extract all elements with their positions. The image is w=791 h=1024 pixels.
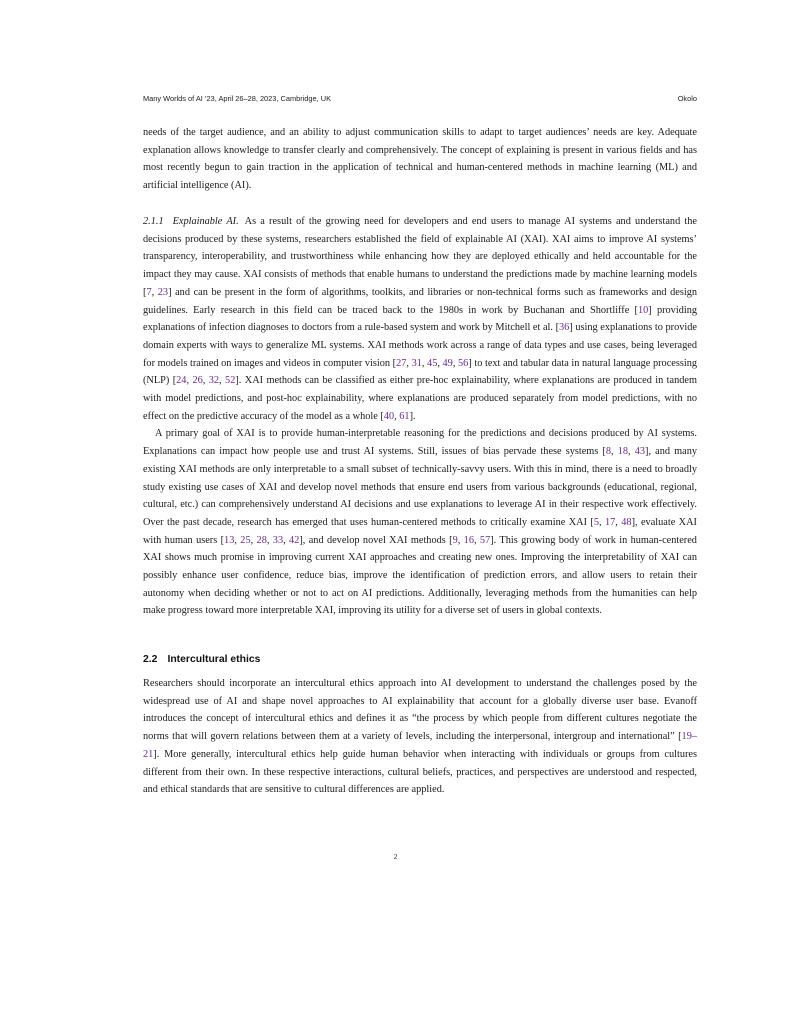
citation-link[interactable]: 9	[452, 534, 458, 546]
citation-link[interactable]: 43	[634, 446, 646, 458]
citation-link[interactable]: 61	[399, 410, 410, 422]
citation-link[interactable]: 13	[224, 534, 235, 546]
citation-link[interactable]: 5	[593, 516, 599, 528]
citation-link[interactable]: 16	[463, 534, 474, 546]
citation-link[interactable]: 19–21	[143, 731, 697, 760]
citation-link[interactable]: 25	[240, 534, 251, 546]
running-head	[143, 94, 697, 106]
citation-link[interactable]: 31	[411, 357, 422, 369]
citation-link[interactable]: 18	[617, 446, 629, 458]
paragraph-text: needs of the target audience, and an ability to adjust communication skills to adapt to target audiences’ needs are key. Adequate explanation allows knowledge to transfer clearly and comprehensively. The concept of explaining is present in various fields and has most recently begun to gain traction in the application of technical and human-centered methods in machine learning (ML) and artificial intelligence (AI).	[143, 127, 697, 192]
section-number: 2.2	[143, 654, 158, 665]
citation-link[interactable]: 40	[383, 410, 395, 422]
citation-link[interactable]: 10	[637, 304, 649, 316]
citation-link[interactable]: 48	[621, 516, 632, 528]
page-number: 2	[393, 852, 398, 861]
citation-link[interactable]: 36	[559, 322, 570, 334]
subsection-title: Explainable AI.	[172, 216, 239, 227]
citation-link[interactable]: 45	[427, 357, 438, 369]
section-intercultural-ethics	[143, 675, 697, 799]
citation-link[interactable]: 33	[272, 534, 284, 546]
paragraph-intercultural-ethics: Researchers should incorporate an intercultural ethics approach into AI development to understand the challenges posed by the widespread use of AI and shape novel approaches to AI explainability that account for a globally diverse user base. Evanoff introduces the concept of intercultural ethics and defines it as “the process by which people from different cultures negotiate the norms that will govern relations between them at a variety of levels, including the interpersonal, intergroup and international” [19–21]. More generally, intercultural ethics help guide human behavior when interacting with individuals or groups from cultures different from their own. In these respective interactions, cultural beliefs, practices, and perspectives are understood and respected, and ethical standards that are sensitive to cultural differences are applied.	[143, 678, 697, 796]
citation-link[interactable]: 52	[225, 375, 236, 387]
subsection-explainable-ai	[143, 213, 697, 620]
paragraph-xai-overview: 2.1.1 Explainable AI. As a result of the growing need for developers and end users to manage AI systems and understand the decisions produced by these systems, researchers established the field of explainable AI (XAI). XAI aims to improve AI systems’ transparency, interoperability, and trustworthiness while enhancing how they are deployed ethically and held accountable for the impact they may cause. XAI consists of methods that enable humans to understand the predictions made by machine learning models [7, 23] and can be present in the form of algorithms, toolkits, and libraries or non-technical forms such as frameworks and design guidelines. Early research in this field can be traced back to the 1980s in work by Buchanan and Shortliffe [10] providing explanations of infection diagnoses to doctors from a rule-based system and work by Mitchell et al. [36] using explanations to provide domain experts with ways to generalize ML systems. XAI methods work across a range of data types and use cases, being leveraged for models trained on images and videos in computer vision [27, 31, 45, 49, 56] to text and tabular data in natural language processing (NLP) [24, 26, 32, 52]. XAI methods can be classified as either pre-hoc explainability, where explanations are produced in tandem with model predictions, and post-hoc explainability, where explanations are produced separately from model predictions, with no effect on the predictive accuracy of the model as a whole [40, 61].	[143, 216, 698, 422]
running-head-author: Okolo	[677, 94, 697, 103]
citation-link[interactable]: 28	[256, 534, 267, 546]
citation-link[interactable]: 27	[396, 357, 407, 369]
citation-link[interactable]: 26	[192, 375, 203, 387]
citation-link[interactable]: 57	[479, 534, 491, 546]
citation-link[interactable]: 23	[157, 286, 169, 298]
section-title: Intercultural ethics	[167, 654, 261, 665]
section-heading	[143, 654, 697, 665]
citation-link[interactable]: 56	[458, 357, 469, 369]
citation-link[interactable]: 32	[208, 375, 220, 387]
paragraph-explanation-context	[143, 124, 697, 195]
citation-link[interactable]: 24	[176, 375, 187, 387]
citation-link[interactable]: 8	[605, 446, 612, 458]
running-head-venue: Many Worlds of AI ’23, April 26–28, 2023, Cambridge, UK	[143, 94, 332, 103]
subsection-number: 2.1.1	[143, 216, 164, 227]
citation-link[interactable]: 49	[442, 357, 453, 369]
citation-link[interactable]: 17	[604, 516, 616, 528]
paragraph-xai-goals: A primary goal of XAI is to provide human-interpretable reasoning for the predictions and decisions produced by AI systems. Explanations can impact how people use and trust AI systems. Still, issues of bias pervade these systems [8, 18, 43], and many existing XAI methods are only interpretable to a small subset of technically-savvy users. With this in mind, there is a need to broadly study existing use cases of XAI and develop novel methods that ensure end users from various backgrounds (educational, regional, cultural, etc.) can comprehensively understand AI decisions and use explanations to leverage AI in their respective work effectively. Over the past decade, research has emerged that uses human-centered methods to critically examine XAI [5, 17, 48], evaluate XAI with human users [13, 25, 28, 33, 42], and develop novel XAI methods [9, 16, 57]. This growing body of work in human-centered XAI shows much promise in improving current XAI approaches and creating new ones. Improving the interpretability of XAI can possibly enhance user confidence, reduce bias, improve the identification of prediction errors, and allow users to retain their autonomy when deciding whether or not to act on AI predictions. Additionally, leveraging methods from the humanities can help make progress toward more interpretable XAI, improving its utility for a diverse set of users in global contexts.	[143, 428, 698, 617]
citation-link[interactable]: 42	[289, 534, 300, 546]
citation-link[interactable]: 7	[146, 286, 152, 298]
